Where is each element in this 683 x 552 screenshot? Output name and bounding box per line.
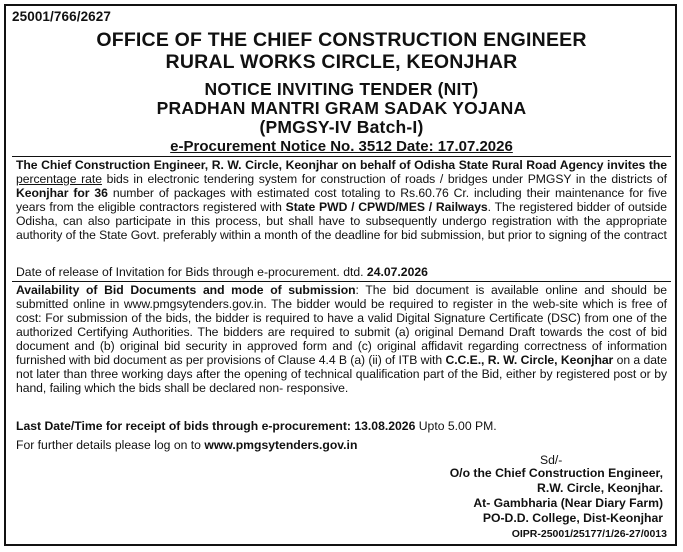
further-details-line: For further details please log on to www.pmgsytenders.gov.in [16,438,358,452]
divider [12,281,671,282]
signatory-office: O/o the Chief Construction Engineer, [449,466,663,480]
nit-title: NOTICE INVITING TENDER (NIT) [204,79,479,99]
batch-title: (PMGSY-IV Batch-I) [259,117,424,137]
scheme-title: PRADHAN MANTRI GRAM SADAK YOJANA [156,98,527,118]
eprocurement-notice: e-Procurement Notice No. 3512 Date: 17.07.2026 [170,138,513,155]
signatory-po: PO-D.D. College, Dist-Keonjhar [482,511,663,525]
tender-paragraph: The Chief Construction Engineer, R. W. Circle, Keonjhar on behalf of Odisha State Rural Road Agency invites the percentage rate bids in electronic tendering system for construction of roads / bridges under PMGSY in the districts of Keonjhar for 36 number of packages with estimated cost totaling to Rs.60.76 Cr. including their maintenance for five years from the eligible contractors registered with State PWD / CPWD/MES / Railways. The registered bidder of outside Odisha, can also participate in this process, but shall have to subsequently undergo registration with the appropriate authority of the State Govt. preferably within a month of the deadline for bid submission, but prior to signing of the contract [16,158,668,242]
divider [12,156,671,157]
oipr-number: OIPR-25001/25177/1/26-27/0013 [511,528,667,540]
submission-paragraph: Availability of Bid Documents and mode of submission: The bid document is available online and should be submitted online in www.pmgsytenders.gov.in. The bidder would be required to register in the web-site which is free of cost: For submission of the bids, the bidder is required to have a valid Digital Signature Certificate (DSC) from one of the authorized Certifying Authorities. The bidders are required to submit (a) original Demand Draft towards the cost of bid document and (b) original bid security in approved form and (c) original affidavit regarding correctness of information furnished with bid document as per provisions of Clause 4.4 B (a) (ii) of ITB with C.C.E., R. W. Circle, Keonjhar on a date not later than three working days after the opening of technical qualification part of the Bid, either by registered post or by hand, failing which the bids shall be declared non- responsive. [16,283,667,395]
deadline-line: Last Date/Time for receipt of bids through e-procurement: 13.08.2026 Upto 5.00 PM. [16,419,497,433]
office-subtitle: RURAL WORKS CIRCLE, KEONJHAR [165,51,518,73]
signatory-address: At- Gambharia (Near Diary Farm) [473,496,663,510]
release-date-line: Date of release of Invitation for Bids through e-procurement. dtd. 24.07.2026 [16,265,428,279]
website-link[interactable]: www.pmgsytenders.gov.in [204,438,358,452]
signed-mark: Sd/- [540,453,563,467]
reference-number: 25001/766/2627 [12,9,111,24]
signature-block [383,466,663,526]
office-title: OFFICE OF THE CHIEF CONSTRUCTION ENGINEER [96,29,587,51]
signatory-circle: R.W. Circle, Keonjhar. [537,481,663,495]
